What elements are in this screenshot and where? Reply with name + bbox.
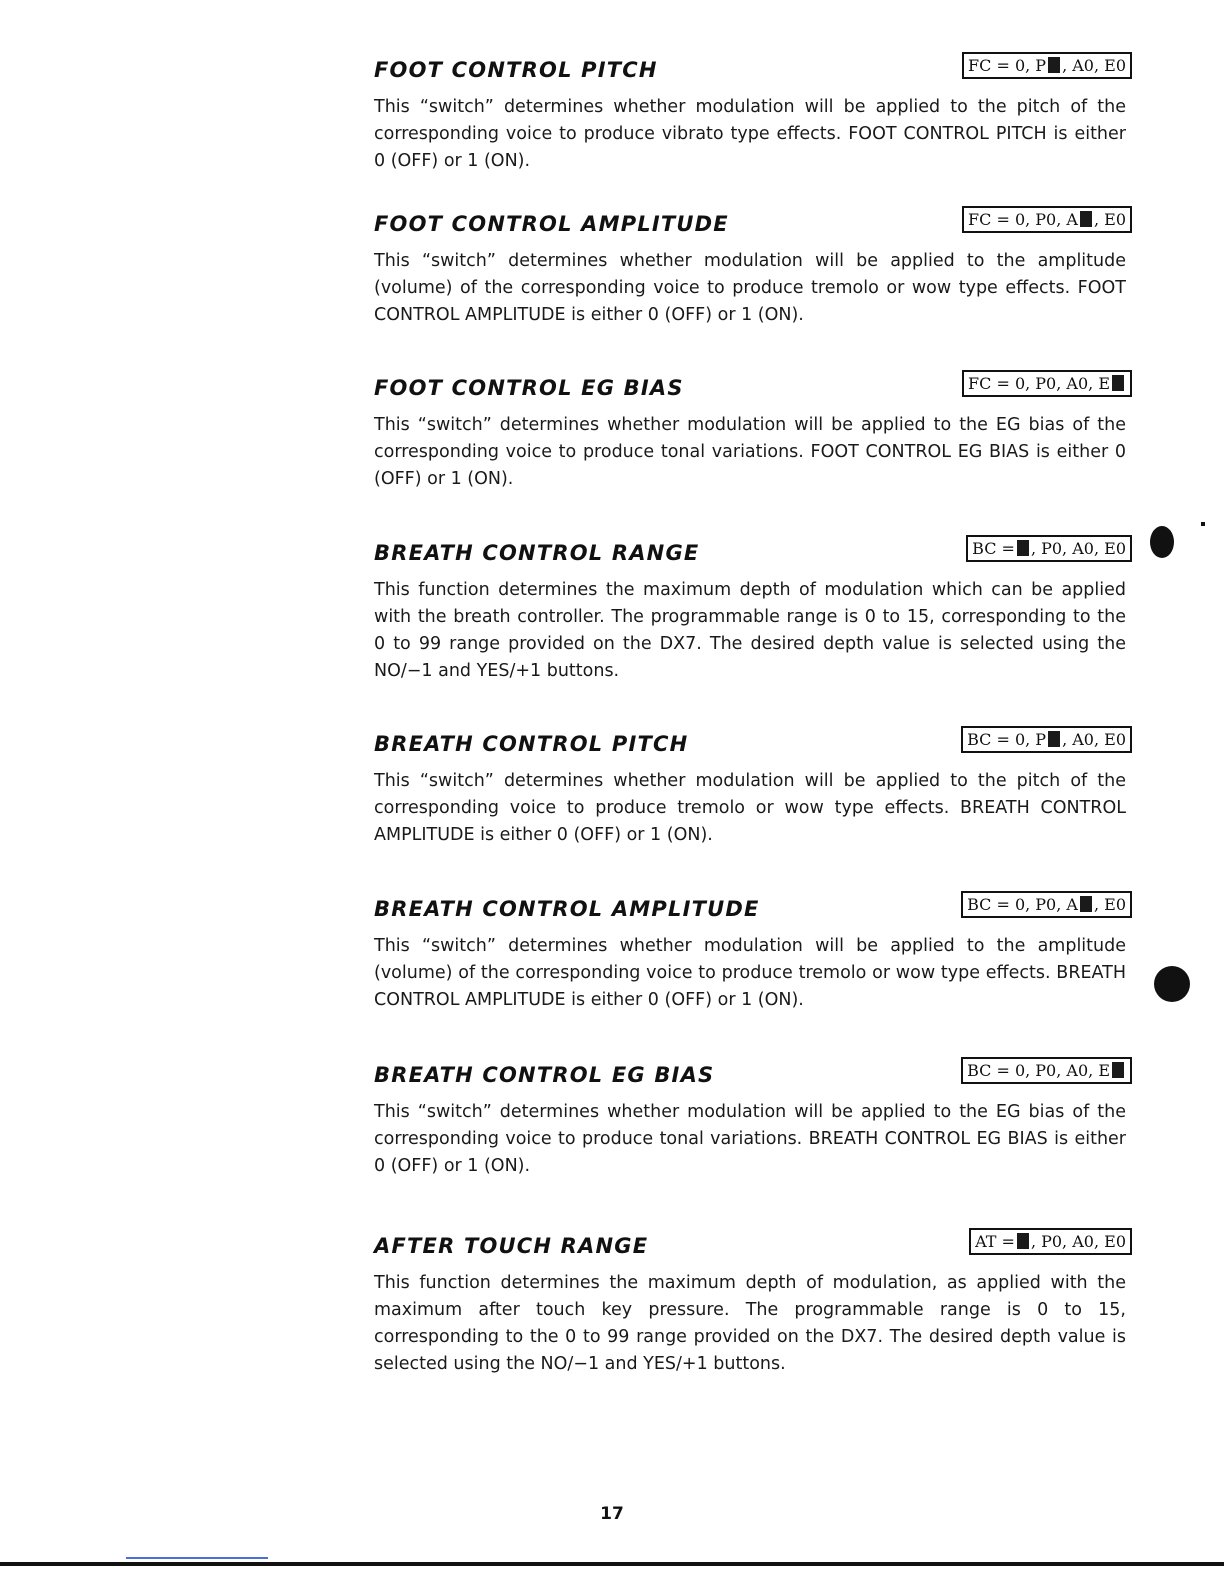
code-suffix: , A0, E0 bbox=[1062, 730, 1126, 749]
highlight-block-icon bbox=[1112, 1062, 1124, 1078]
code-prefix: BC = 0, P bbox=[967, 730, 1047, 749]
code-prefix: FC = 0, P bbox=[968, 56, 1047, 75]
section-heading: BREATH CONTROL AMPLITUDE bbox=[374, 897, 760, 921]
highlight-block-icon bbox=[1048, 57, 1060, 73]
section-body-text: This “switch” determines whether modulation will be applied to the amplitude (volume) of the corresponding voice to produce tremolo or wow type effects. FOOT CONTROL AMPLITUDE is either 0 (OFF) or 1 (ON). bbox=[374, 251, 1126, 325]
section-body-text: This “switch” determines whether modulation will be applied to the EG bias of the corresponding voice to produce tonal variations. BREATH CONTROL EG BIAS is either 0 (OFF) or 1 (ON). bbox=[374, 1102, 1126, 1176]
parameter-code-box bbox=[961, 1057, 1132, 1084]
code-suffix: , E0 bbox=[1093, 895, 1126, 914]
section-heading: FOOT CONTROL EG BIAS bbox=[374, 376, 684, 400]
highlight-block-icon bbox=[1080, 896, 1092, 912]
highlight-block-icon bbox=[1017, 540, 1029, 556]
section-heading: BREATH CONTROL EG BIAS bbox=[374, 1063, 715, 1087]
section-heading: BREATH CONTROL RANGE bbox=[374, 541, 700, 565]
parameter-code-box bbox=[966, 535, 1132, 562]
code-suffix: , E0 bbox=[1093, 210, 1126, 229]
section-body-text: This function determines the maximum depth of modulation which can be applied with the breath controller. The programmable range is 0 to 15, corresponding to the 0 to 99 range provided on the DX7. The desired depth value is selected using the NO/−1 and YES/+1 buttons. bbox=[374, 580, 1126, 681]
highlight-block-icon bbox=[1017, 1233, 1029, 1249]
section-heading: FOOT CONTROL AMPLITUDE bbox=[374, 212, 729, 236]
parameter-code-box bbox=[962, 52, 1132, 79]
section-body-text: This function determines the maximum depth of modulation, as applied with the maximum after touch key pressure. The programmable range is 0 to 15, corresponding to the 0 to 99 range provided on the DX7. The desired depth value is selected using the NO/−1 and YES/+1 buttons. bbox=[374, 1273, 1126, 1374]
code-prefix: AT = bbox=[975, 1232, 1015, 1251]
binder-hole-mark bbox=[1154, 966, 1190, 1002]
scan-edge-line bbox=[126, 1557, 268, 1559]
code-prefix: BC = bbox=[972, 539, 1015, 558]
section-body-text: This “switch” determines whether modulation will be applied to the pitch of the corresponding voice to produce tremolo or wow type effects. BREATH CONTROL AMPLITUDE is either 0 (OFF) or 1 (ON). bbox=[374, 771, 1126, 845]
parameter-code-box bbox=[962, 206, 1132, 233]
section-heading: BREATH CONTROL PITCH bbox=[374, 732, 689, 756]
section-heading: AFTER TOUCH RANGE bbox=[374, 1234, 649, 1258]
highlight-block-icon bbox=[1112, 375, 1124, 391]
parameter-code-box bbox=[962, 370, 1132, 397]
code-prefix: FC = 0, P0, A0, E bbox=[968, 374, 1110, 393]
code-suffix: , P0, A0, E0 bbox=[1030, 539, 1126, 558]
parameter-code-box bbox=[961, 726, 1132, 753]
scan-speck bbox=[1201, 522, 1205, 526]
code-prefix: BC = 0, P0, A0, E bbox=[967, 1061, 1110, 1080]
parameter-code-box bbox=[961, 891, 1132, 918]
highlight-block-icon bbox=[1080, 211, 1092, 227]
binder-hole-mark bbox=[1150, 526, 1174, 558]
section-body-text: This “switch” determines whether modulation will be applied to the EG bias of the corresponding voice to produce tonal variations. FOOT CONTROL EG BIAS is either 0 (OFF) or 1 (ON). bbox=[374, 415, 1126, 489]
code-suffix: , A0, E0 bbox=[1062, 56, 1126, 75]
section-body-text: This “switch” determines whether modulation will be applied to the amplitude (volume) of the corresponding voice to produce tremolo or wow type effects. BREATH CONTROL AMPLITUDE is either 0 (OFF) or 1 (ON). bbox=[374, 936, 1126, 1010]
code-suffix: , P0, A0, E0 bbox=[1030, 1232, 1126, 1251]
code-prefix: BC = 0, P0, A bbox=[967, 895, 1078, 914]
highlight-block-icon bbox=[1048, 731, 1060, 747]
parameter-code-box bbox=[969, 1228, 1132, 1255]
section-body-text: This “switch” determines whether modulation will be applied to the pitch of the corresponding voice to produce vibrato type effects. FOOT CONTROL PITCH is either 0 (OFF) or 1 (ON). bbox=[374, 97, 1126, 171]
code-prefix: FC = 0, P0, A bbox=[968, 210, 1078, 229]
page-bottom-rule bbox=[0, 1562, 1224, 1566]
page-number: 17 bbox=[600, 1504, 624, 1524]
section-heading: FOOT CONTROL PITCH bbox=[374, 58, 658, 82]
